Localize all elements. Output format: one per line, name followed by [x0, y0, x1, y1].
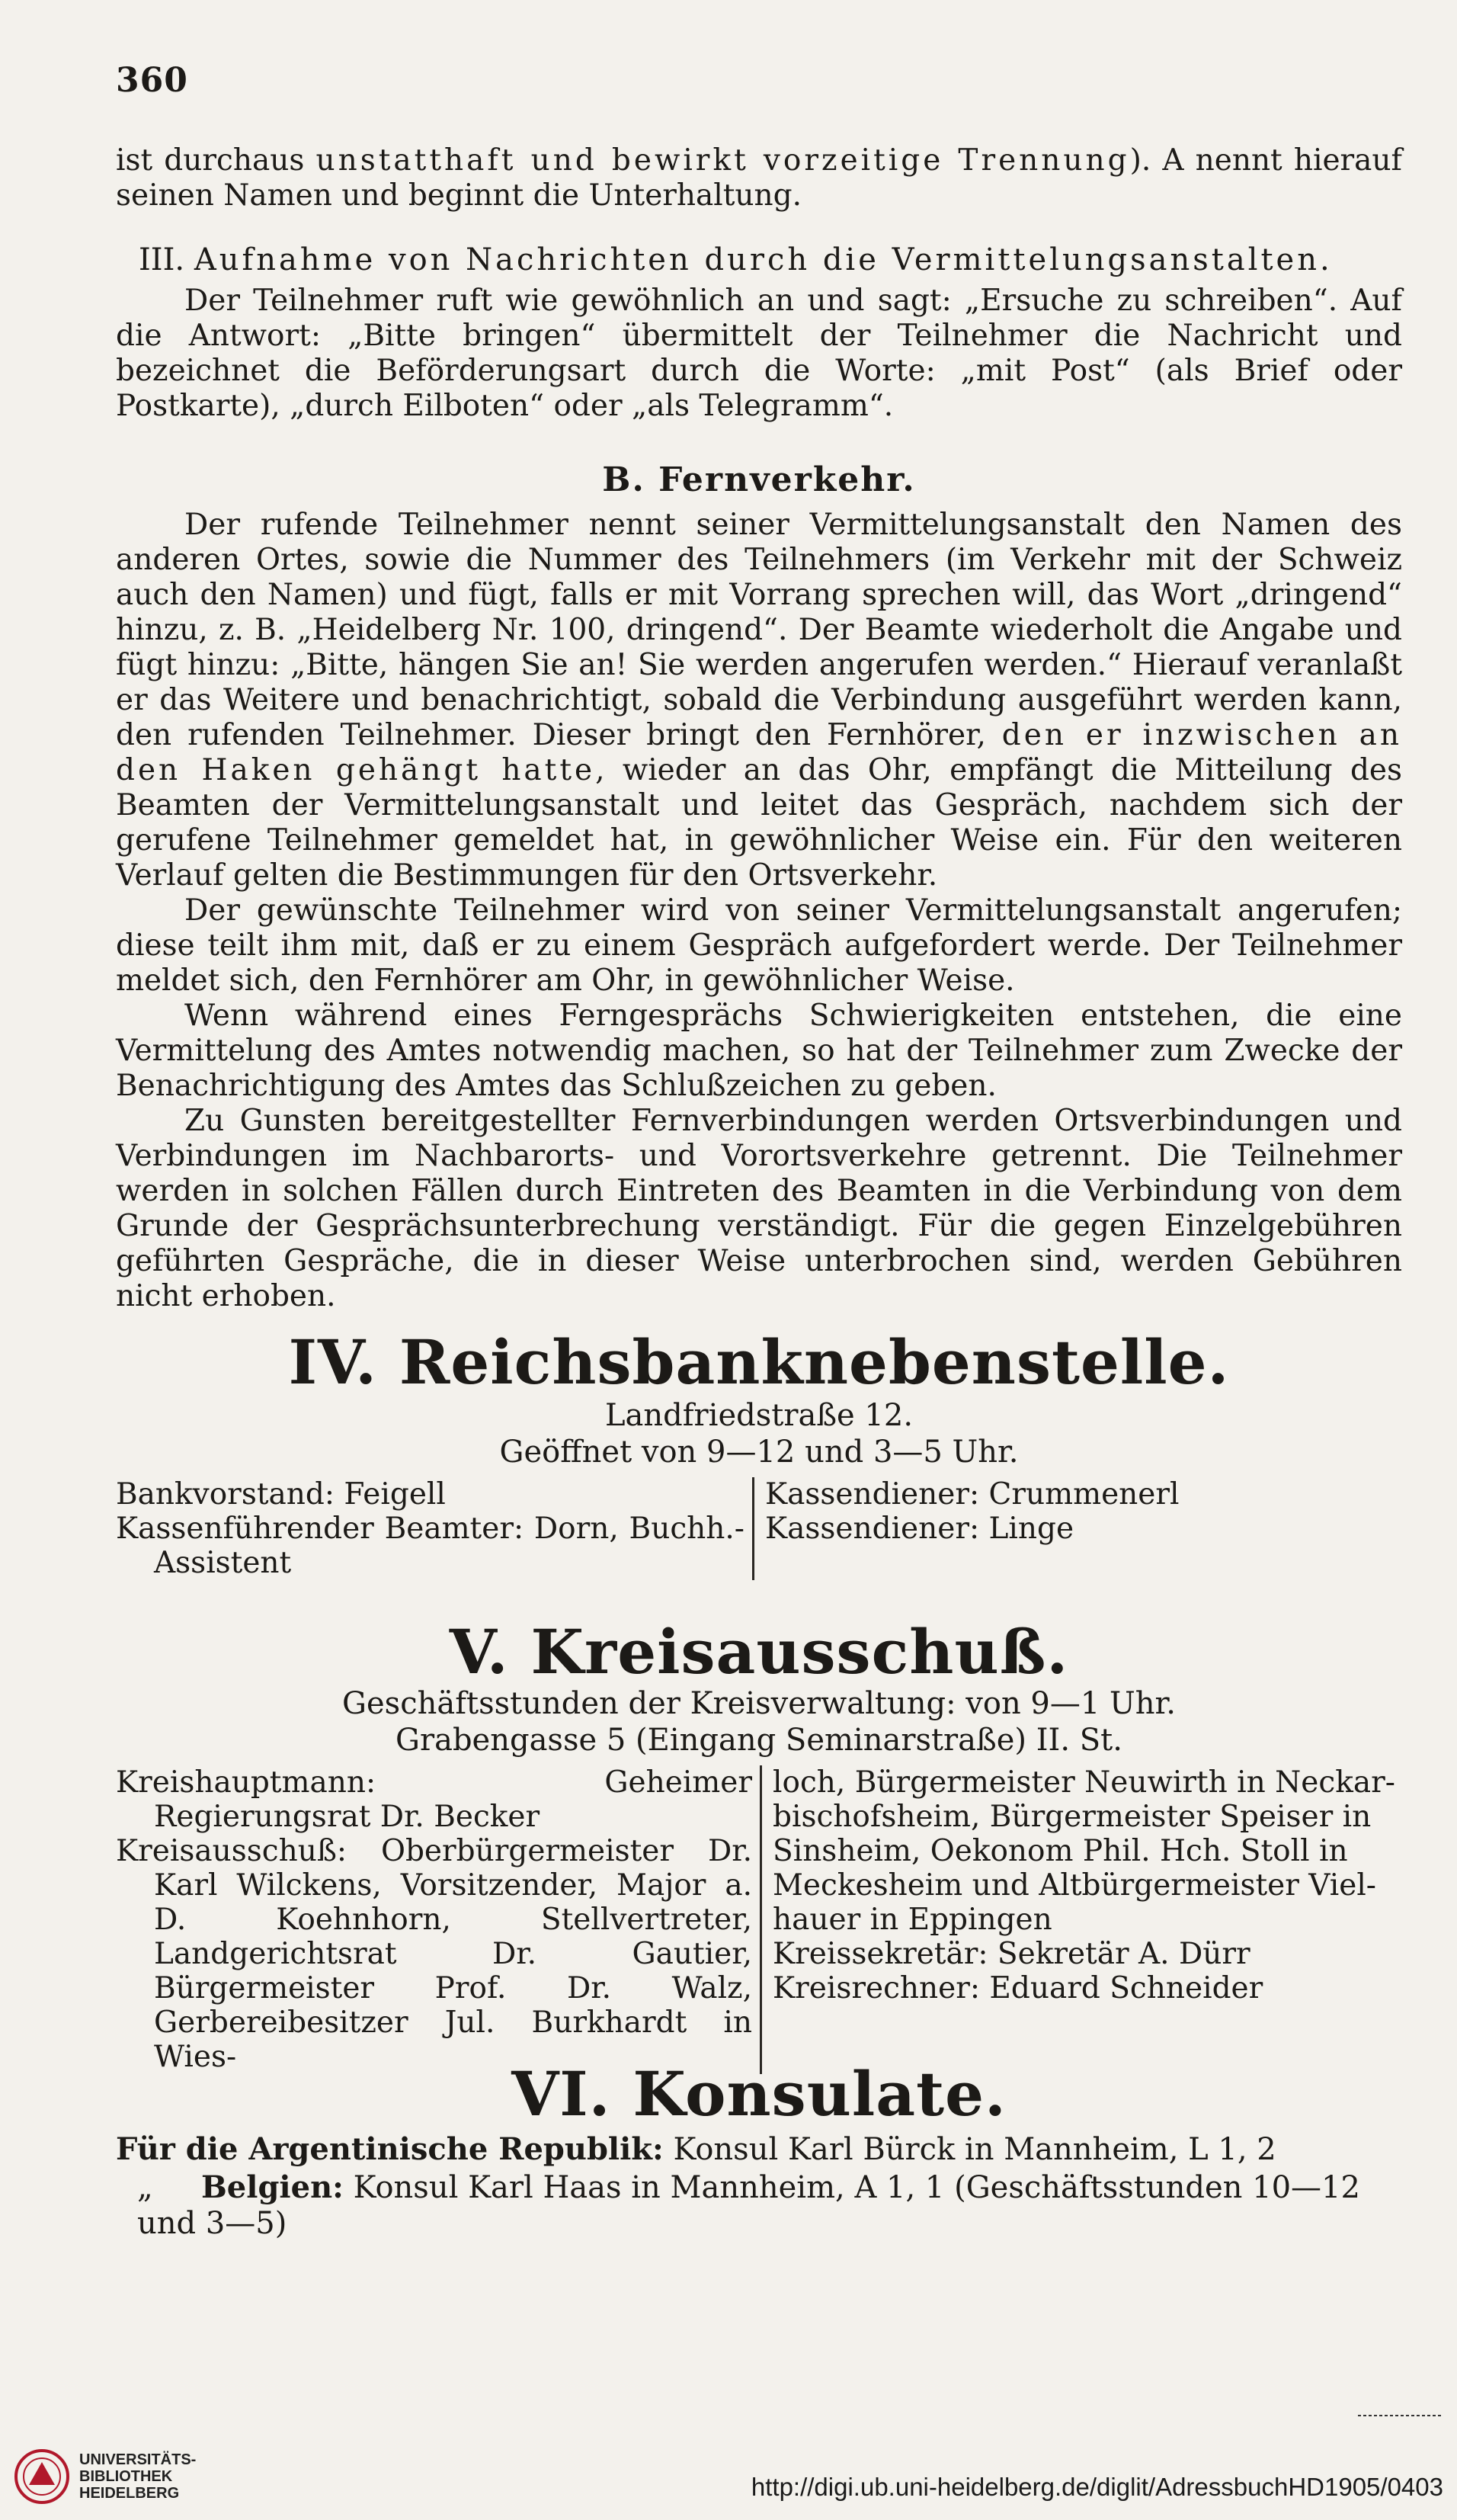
section-v-address: Grabengasse 5 (Eingang Seminarstraße) II. St. — [395, 1723, 1122, 1758]
consulate-country: Für die Argentinische Republik: — [116, 2131, 664, 2167]
section-vi-heading: VI. Konsulate. — [511, 2058, 1007, 2130]
section-v-hours: Geschäftsstunden der Kreisverwaltung: von 9—1 Uhr. — [342, 1686, 1176, 1721]
section-iii-title: Aufnahme von Nachrichten durch die Vermittelungsanstalten. — [194, 242, 1333, 277]
section-v-right-column — [762, 1765, 1402, 2074]
section-iv-hours: Geöffnet von 9—12 und 3—5 Uhr. — [499, 1435, 1019, 1470]
consulate-entry — [116, 2169, 1402, 2242]
member-line: Kreissekretär: Sekretär A. Dürr — [773, 1937, 1250, 1971]
section-b-p1-text-a: Der rufende Teilnehmer nennt seiner Vermittelungsanstalt den Namen des anderen Ortes, sowie die Nummer des Teilnehmers (im Verkehr mit der Schweiz auch den Namen) und fügt, falls er mit Vorrang sprechen will, das Wort „dringend“ hinzu, z. B. „Heidelberg Nr. 100, dringend“. Der Beamte wiederholt die Angabe und fügt hinzu: „Bitte, hängen Sie an! Sie werden angerufen werden.“ Hierauf veranlaßt er das Weitere und benachrichtigt, sobald die Verbindung ausgeführt werden kann, den rufenden Teilnehmer. Dieser bringt den Fernhörer, — [116, 508, 1402, 752]
section-iv-staff — [116, 1477, 1402, 1580]
section-b-paragraph-1 — [116, 508, 1402, 893]
section-b-p1-spaced: den er inzwischen an den Haken gehängt hatte — [116, 718, 1402, 787]
consulate-prefix: „ — [137, 2170, 153, 2205]
section-v-heading: V. Kreisausschuß. — [449, 1616, 1069, 1688]
logo-line: BIBLIOTHEK — [79, 2468, 173, 2485]
section-iv-heading: IV. Reichsbanknebenstelle. — [288, 1326, 1230, 1398]
intro-text-a: ist durchaus — [116, 143, 316, 178]
member-line: hauer in Eppingen — [773, 1903, 1052, 1937]
scan-artifact-line — [1358, 2415, 1442, 2416]
page-number: 360 — [116, 61, 188, 100]
section-b-paragraph-3: Wenn während eines Ferngesprächs Schwierigkeiten entstehen, die eine Vermittelung des Amtes notwendig machen, so hat der Teilnehmer zum Zwecke der Benachrichtigung des Amtes das Schlußzeichen zu geben. — [116, 999, 1402, 1103]
section-v-left-column — [116, 1765, 762, 2074]
section-iii-number: III. — [139, 242, 185, 277]
section-v-members — [116, 1765, 1402, 2074]
section-iii-heading — [116, 242, 1402, 277]
section-iv-address: Landfriedstraße 12. — [604, 1398, 914, 1433]
consulate-text: Konsul Karl Bürck in Mannheim, L 1, 2 — [663, 2132, 1276, 2167]
staff-entry: Kassenführender Beamter: Dorn, Buchh.-Assistent — [116, 1512, 745, 1580]
section-b-paragraph-2: Der gewünschte Teilnehmer wird von seiner Vermittelungsanstalt angerufen; diese teilt ihm mit, daß er zu einem Gespräch aufgefordert werde. Der Teilnehmer meldet sich, den Fernhörer am Ohr, in gewöhnlicher Weise. — [116, 893, 1402, 998]
member-line: Sinsheim, Oekonom Phil. Hch. Stoll in — [773, 1834, 1348, 1868]
staff-entry: Kassendiener: Linge — [765, 1512, 1074, 1546]
source-url-link[interactable]: http://digi.ub.uni-heidelberg.de/diglit/AdressbuchHD1905/0403 — [751, 2473, 1443, 2501]
member-line: Kreisrechner: Eduard Schneider — [773, 1971, 1263, 2005]
section-iii-body — [116, 284, 1402, 424]
consulate-country: Belgien: — [201, 2169, 344, 2205]
staff-entry: Bankvorstand: Feigell — [116, 1477, 446, 1512]
member-line: Meckesheim und Altbürgermeister Viel- — [773, 1868, 1376, 1903]
section-iv-right-column — [754, 1477, 1402, 1580]
staff-entry: Kassendiener: Crummenerl — [765, 1477, 1180, 1512]
section-iv-left-column — [116, 1477, 754, 1580]
section-b-p1-text-b: , wieder an das Ohr, empfängt die Mitteilung des Beamten der Vermittelungsanstalt und leitet das Gespräch, nachdem sich der gerufene Teilnehmer gemeldet hat, in gewöhnlicher Weise ein. Für den weiteren Verlauf gelten die Bestimmungen für den Ortsverkehr. — [116, 753, 1402, 893]
library-seal-icon — [14, 2448, 70, 2505]
intro-text-b: ). A nennt hierauf seinen Namen und beginnt die Unterhaltung. — [116, 143, 1402, 213]
section-b-paragraph-4: Zu Gunsten bereitgestellter Fernverbindungen werden Ortsverbindungen und Verbindungen im Nachbarorts- und Vorortsverkehre getrennt. Die Teilnehmer werden in solchen Fällen durch Eintreten des Beamten in die Verbindung von dem Grunde der Gesprächsunterbrechung verständigt. Für die gegen Einzelgebühren geführten Gespräche, die in dieser Weise unterbrochen sind, werden Gebühren nicht erhoben. — [116, 1104, 1402, 1313]
section-iii-paragraph: Der Teilnehmer ruft wie gewöhnlich an und sagt: „Ersuche zu schreiben“. Auf die Antwort: „Bitte bringen“ übermittelt der Teilnehmer die Nachricht und bezeichnet die Beförderungsart durch die Worte: „mit Post“ (als Brief oder Postkarte), „durch Eilboten“ oder „als Telegramm“. — [116, 284, 1402, 423]
member-line: loch, Bürgermeister Neuwirth in Neckar- — [773, 1765, 1395, 1800]
library-logo — [14, 2448, 196, 2505]
member-entry: Kreisausschuß: Oberbürgermeister Dr. Karl Wilckens, Vorsitzender, Major a. D. Koehnhorn, Stellvertreter, Landgerichtsrat Dr. Gautier, Bürgermeister Prof. Dr. Walz, Gerbereibesitzer Jul. Burkhardt in Wies- — [116, 1834, 752, 2074]
section-b-heading: B. Fernverkehr. — [602, 460, 916, 499]
logo-line: HEIDELBERG — [79, 2485, 180, 2502]
consulate-entry — [116, 2131, 1402, 2168]
member-line: bischofsheim, Bürgermeister Speiser in — [773, 1800, 1372, 1834]
logo-line: UNIVERSITÄTS- — [79, 2451, 197, 2468]
consulate-text: Konsul Karl Haas in Mannheim, A 1, 1 (Geschäftsstunden 10—12 und 3—5) — [137, 2170, 1360, 2241]
section-b-body — [116, 508, 1402, 1314]
intro-spaced-text: unstatthaft und bewirkt vorzeitige Trennung — [315, 143, 1130, 178]
library-name — [79, 2451, 196, 2502]
member-entry: Kreishauptmann: Geheimer Regierungsrat Dr. Becker — [116, 1765, 752, 1834]
footer-bar — [0, 2439, 1457, 2520]
intro-paragraph — [116, 143, 1402, 213]
